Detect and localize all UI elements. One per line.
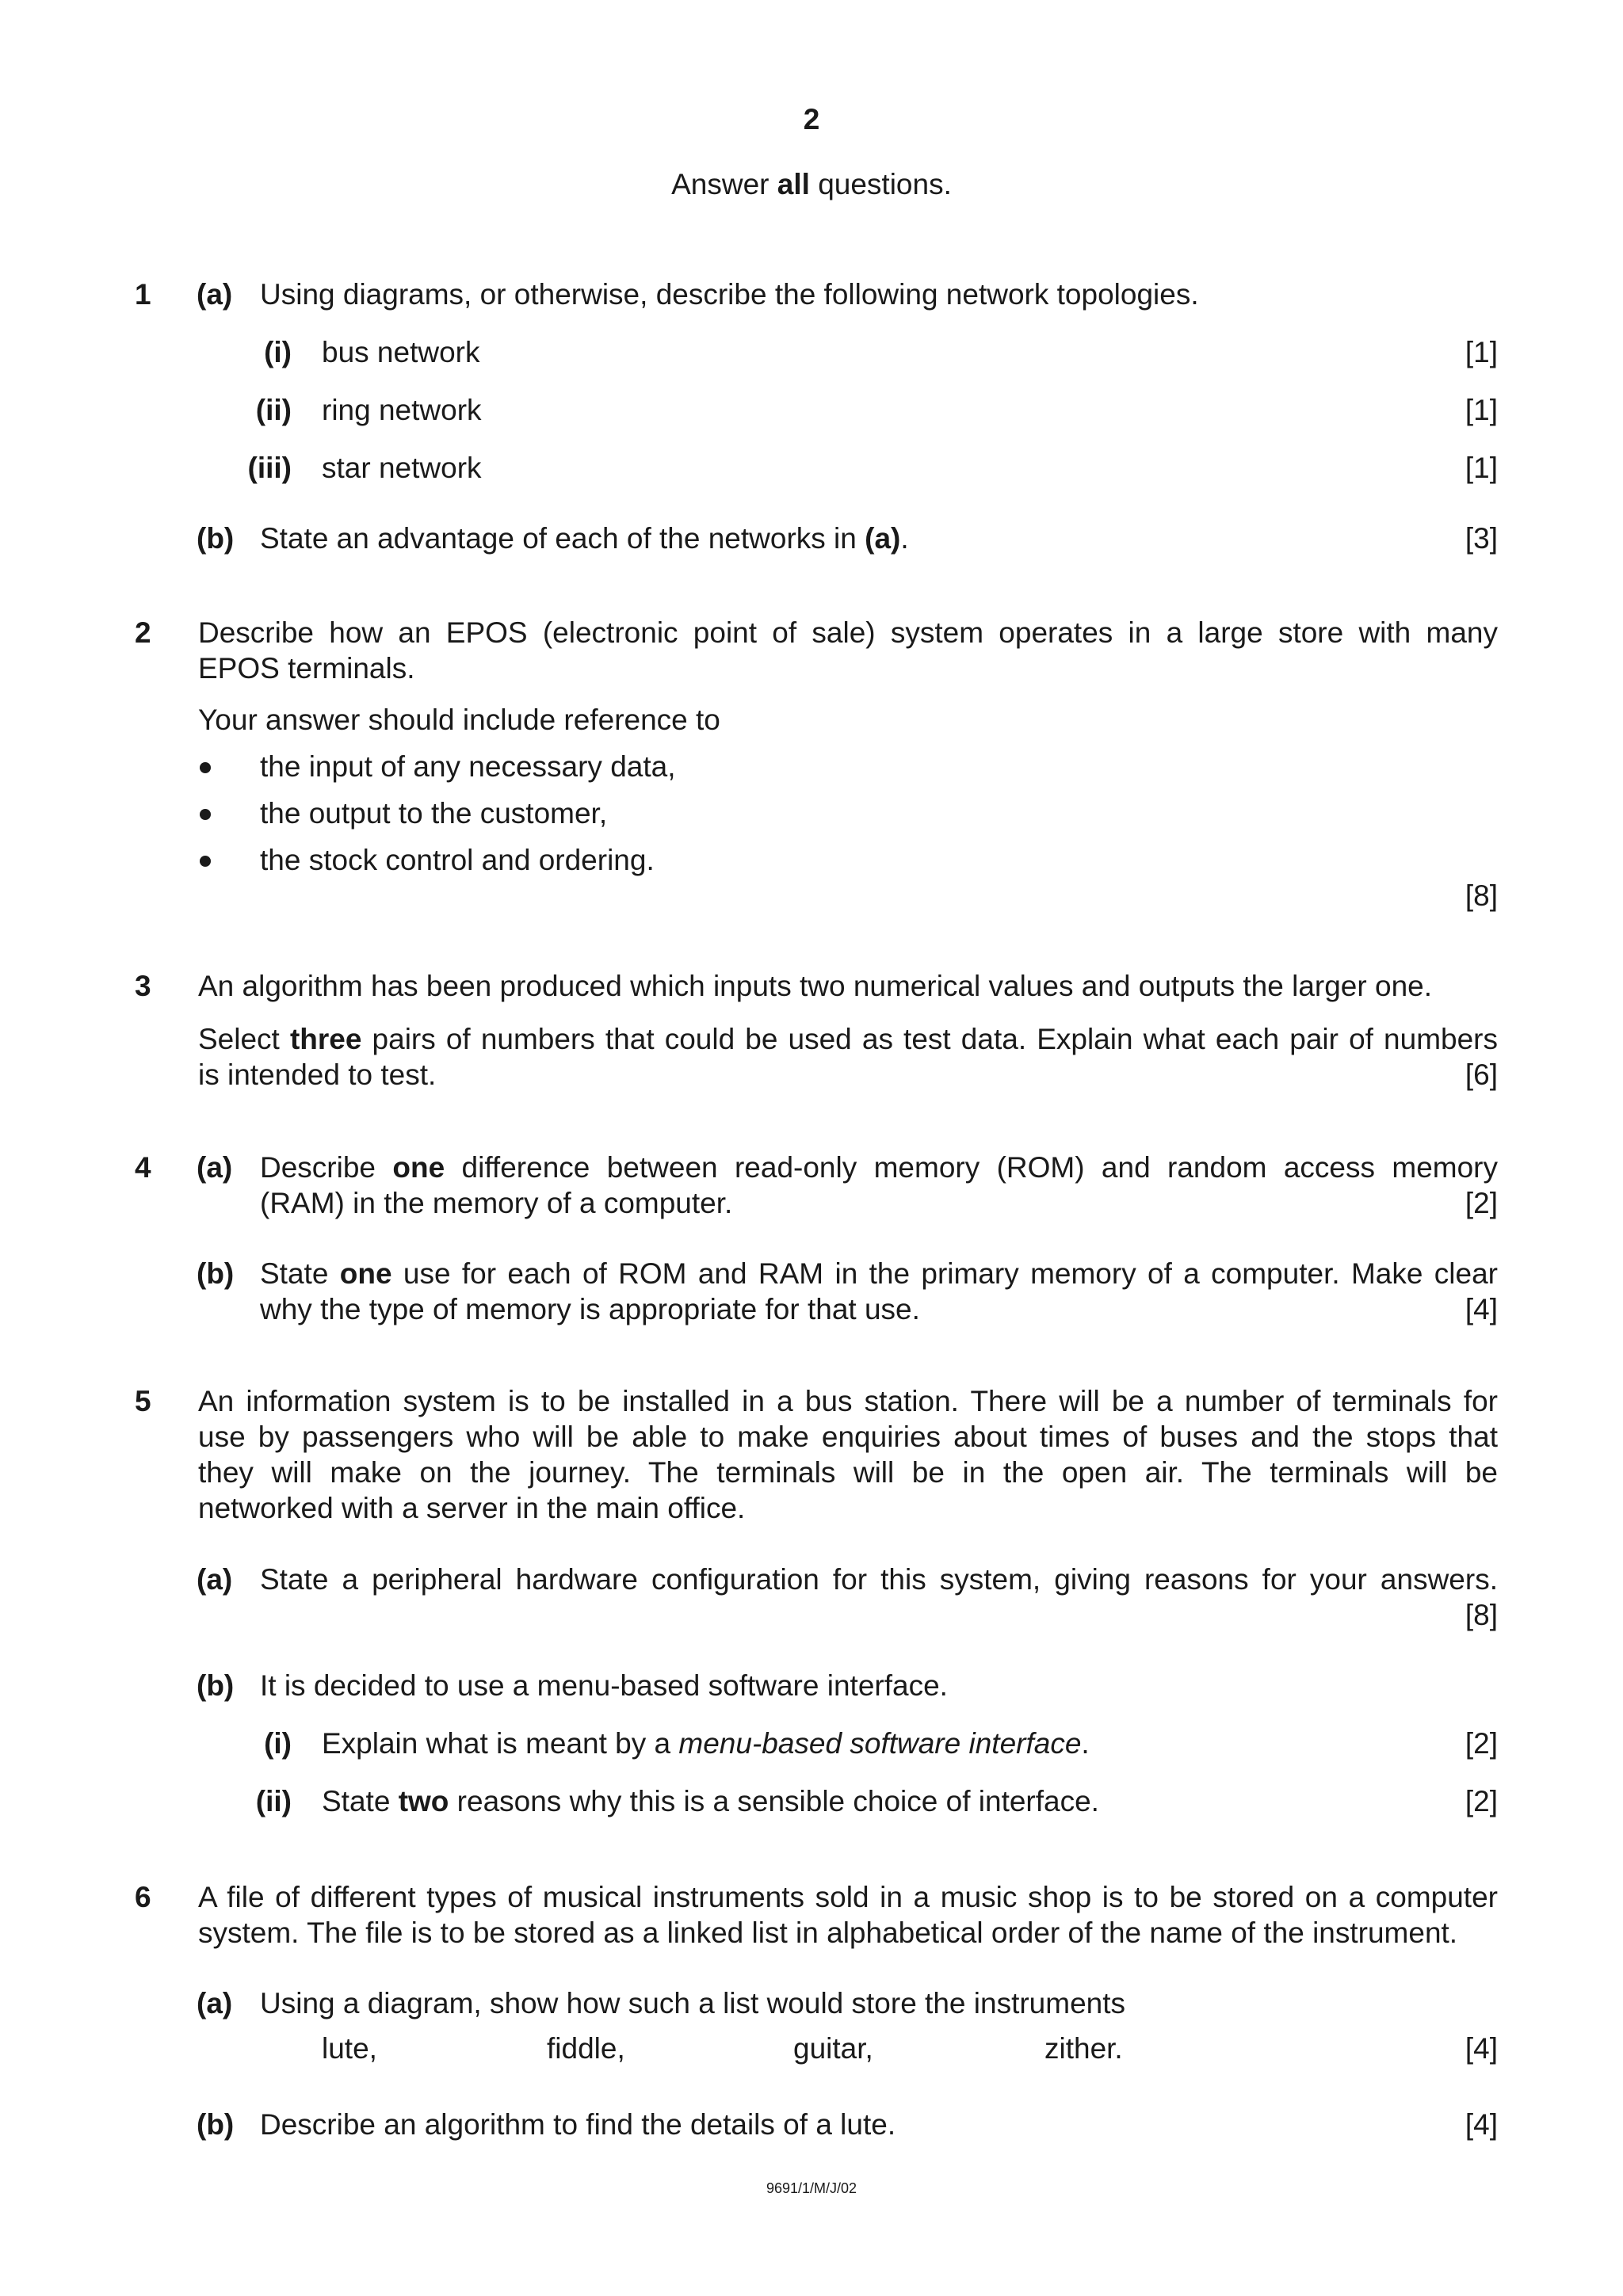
question-4a-marks: [2] — [1465, 1187, 1498, 1219]
page-number: 2 — [803, 103, 820, 135]
instrument-item: zither. — [1044, 2032, 1123, 2065]
question-1aii-marks: [1] — [1465, 394, 1498, 426]
question-5bi-text: Explain what is meant by a menu-based software interface. — [322, 1727, 1090, 1760]
question-4-number: 4 — [135, 1151, 151, 1184]
question-4b-line-1: State one use for each of ROM and RAM in the primary memory of a computer. Make clear — [260, 1257, 1498, 1290]
instruction: Answer all questions. — [671, 168, 952, 200]
question-4b-marks: [4] — [1465, 1293, 1498, 1325]
question-1a-label: (a) — [197, 278, 233, 311]
question-2-number: 2 — [135, 616, 151, 649]
question-1aiii-text: star network — [322, 452, 482, 484]
question-4a-line-1: Describe one difference between read-only memory (ROM) and random access memory — [260, 1151, 1498, 1184]
question-5-number: 5 — [135, 1385, 151, 1417]
question-5-line: An information system is to be installed in a bus station. There will be a number of terminals for — [198, 1385, 1498, 1417]
question-5bi-label: (i) — [264, 1727, 292, 1760]
question-2-bullet: the output to the customer, — [260, 797, 608, 830]
question-4a-line-2: (RAM) in the memory of a computer. — [260, 1187, 733, 1219]
question-1b-text: State an advantage of each of the networks in (a). — [260, 522, 909, 555]
question-1aiii-marks: [1] — [1465, 452, 1498, 484]
instrument-item: guitar, — [793, 2032, 873, 2065]
question-2-line-1: Describe how an EPOS (electronic point of sale) system operates in a large store with many — [198, 616, 1498, 649]
question-6a-label: (a) — [197, 1987, 233, 2019]
question-1aii-text: ring network — [322, 394, 482, 426]
question-3-line-1: An algorithm has been produced which inputs two numerical values and outputs the larger one. — [198, 970, 1432, 1002]
question-6-number: 6 — [135, 1881, 151, 1913]
question-1ai-marks: [1] — [1465, 336, 1498, 368]
question-6b-label: (b) — [197, 2108, 235, 2141]
question-1ai-label: (i) — [264, 336, 292, 368]
instrument-item: fiddle, — [547, 2032, 625, 2065]
question-6-line-1: A file of different types of musical instruments sold in a music shop is to be stored on a computer — [198, 1881, 1498, 1913]
question-3-line-3: is intended to test. — [198, 1058, 437, 1091]
question-5b-label: (b) — [197, 1669, 235, 1702]
question-1aii-label: (ii) — [255, 394, 292, 426]
question-5-line: use by passengers who will be able to make enquiries about times of buses and the stops that — [198, 1421, 1498, 1453]
question-5bii-text: State two reasons why this is a sensible choice of interface. — [322, 1785, 1099, 1817]
question-6b-marks: [4] — [1465, 2108, 1498, 2141]
question-5-line: networked with a server in the main office. — [198, 1492, 746, 1524]
question-5bii-marks: [2] — [1465, 1785, 1498, 1817]
bullet-icon — [200, 856, 211, 867]
question-6b-text: Describe an algorithm to find the details of a lute. — [260, 2108, 896, 2141]
instrument-item: lute, — [322, 2032, 377, 2065]
question-3-line-2: Select three pairs of numbers that could be used as test data. Explain what each pair of numbers — [198, 1023, 1498, 1055]
question-2-bullet: the stock control and ordering. — [260, 844, 655, 876]
question-1a-text: Using diagrams, or otherwise, describe the following network topologies. — [260, 278, 1199, 311]
question-4a-label: (a) — [197, 1151, 233, 1184]
question-5bii-label: (ii) — [255, 1785, 292, 1817]
question-1ai-text: bus network — [322, 336, 480, 368]
question-4b-label: (b) — [197, 1257, 235, 1290]
question-5-line: they will make on the journey. The terminals will be in the open air. The terminals will be — [198, 1456, 1498, 1489]
paper-code-footer: 9691/1/M/J/02 — [766, 2180, 857, 2196]
question-5bi-marks: [2] — [1465, 1727, 1498, 1760]
question-6a-marks: [4] — [1465, 2032, 1498, 2065]
question-1b-label: (b) — [197, 522, 235, 555]
question-2-line-2: EPOS terminals. — [198, 652, 415, 685]
question-2-intro: Your answer should include reference to — [198, 704, 720, 736]
question-1b-marks: [3] — [1465, 522, 1498, 555]
question-5a-text: State a peripheral hardware configuration for this system, giving reasons for your answers. — [260, 1563, 1498, 1596]
question-1aiii-label: (iii) — [247, 452, 292, 484]
question-2-marks: [8] — [1465, 879, 1498, 912]
question-6-line-2: system. The file is to be stored as a linked list in alphabetical order of the name of the instrument. — [198, 1917, 1458, 1949]
question-6a-text: Using a diagram, show how such a list would store the instruments — [260, 1987, 1126, 2019]
question-3-number: 3 — [135, 970, 151, 1002]
question-2-bullet: the input of any necessary data, — [260, 750, 676, 783]
question-3-marks: [6] — [1465, 1058, 1498, 1091]
question-5b-text: It is decided to use a menu-based software interface. — [260, 1669, 948, 1702]
question-1-number: 1 — [135, 278, 151, 311]
question-5a-marks: [8] — [1465, 1599, 1498, 1631]
question-5a-label: (a) — [197, 1563, 233, 1596]
question-4b-line-2: why the type of memory is appropriate for that use. — [260, 1293, 920, 1325]
bullet-icon — [200, 809, 211, 820]
bullet-icon — [200, 762, 211, 773]
